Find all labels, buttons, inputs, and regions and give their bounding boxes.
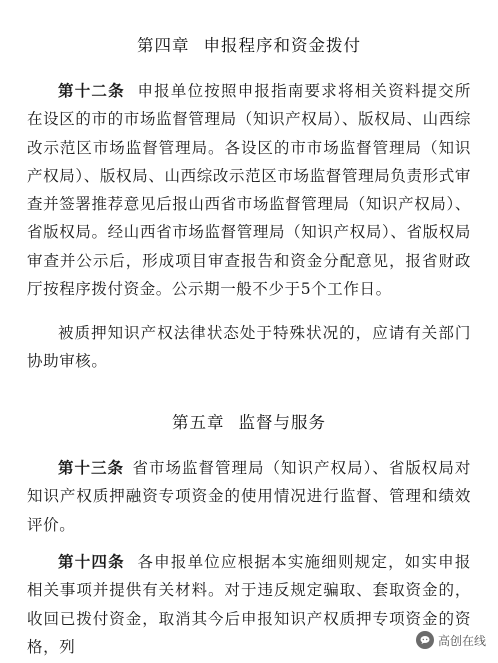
- article-13-label: 第十三条: [58, 459, 125, 477]
- article-13-paragraph: [27, 454, 471, 539]
- pledge-status-paragraph: [27, 319, 471, 376]
- chapter-5-heading: [0, 409, 498, 433]
- article-14-paragraph: [27, 548, 471, 661]
- chapter-5-number: 第五章: [172, 413, 225, 432]
- chapter-4-number: 第四章: [137, 36, 190, 55]
- pledge-status-text: 被质押知识产权法律状态处于特殊状况的，应请有关部门协助审核。: [27, 324, 471, 371]
- chapter-4-title: 申报程序和资金拨付: [203, 36, 361, 55]
- chapter-4-heading: [0, 32, 498, 56]
- article-13-text: 省市场监督管理局（知识产权局）、省版权局对知识产权质押融资专项资金的使用情况进行监督、管理和绩效评价。: [27, 459, 471, 534]
- chat-bubble-icon: [416, 631, 434, 649]
- watermark-text: 高创在线: [437, 633, 486, 648]
- article-12-paragraph: [27, 77, 471, 303]
- watermark: [416, 631, 486, 649]
- chapter-5-title: 监督与服务: [238, 413, 326, 432]
- article-14-text: 各申报单位应根据本实施细则规定，如实申报相关事项并提供有关材料。对于违反规定骗取、套取资金的，收回已拨付资金，取消其今后申报知识产权质押专项资金的资格，列: [27, 553, 471, 656]
- article-12-label: 第十二条: [58, 82, 125, 100]
- article-12-text: 申报单位按照申报指南要求将相关资料提交所在设区的市的市场监督管理局（知识产权局）、版权局、山西综改示范区市场监督管理局。各设区的市市场监督管理局（知识产权局）、版权局、山西综改示范区市场监督管理局负责形式审查并签署推荐意见后报山西省市场监督管理局（知识产权局）、省版权局。经山西省市场监督管理局（知识产权局）、省版权局审查并公示后，形成项目审查报告和资金分配意见，报省财政厅按程序拨付资金。公示期一般不少于5个工作日。: [27, 82, 471, 299]
- article-14-label: 第十四条: [58, 553, 125, 571]
